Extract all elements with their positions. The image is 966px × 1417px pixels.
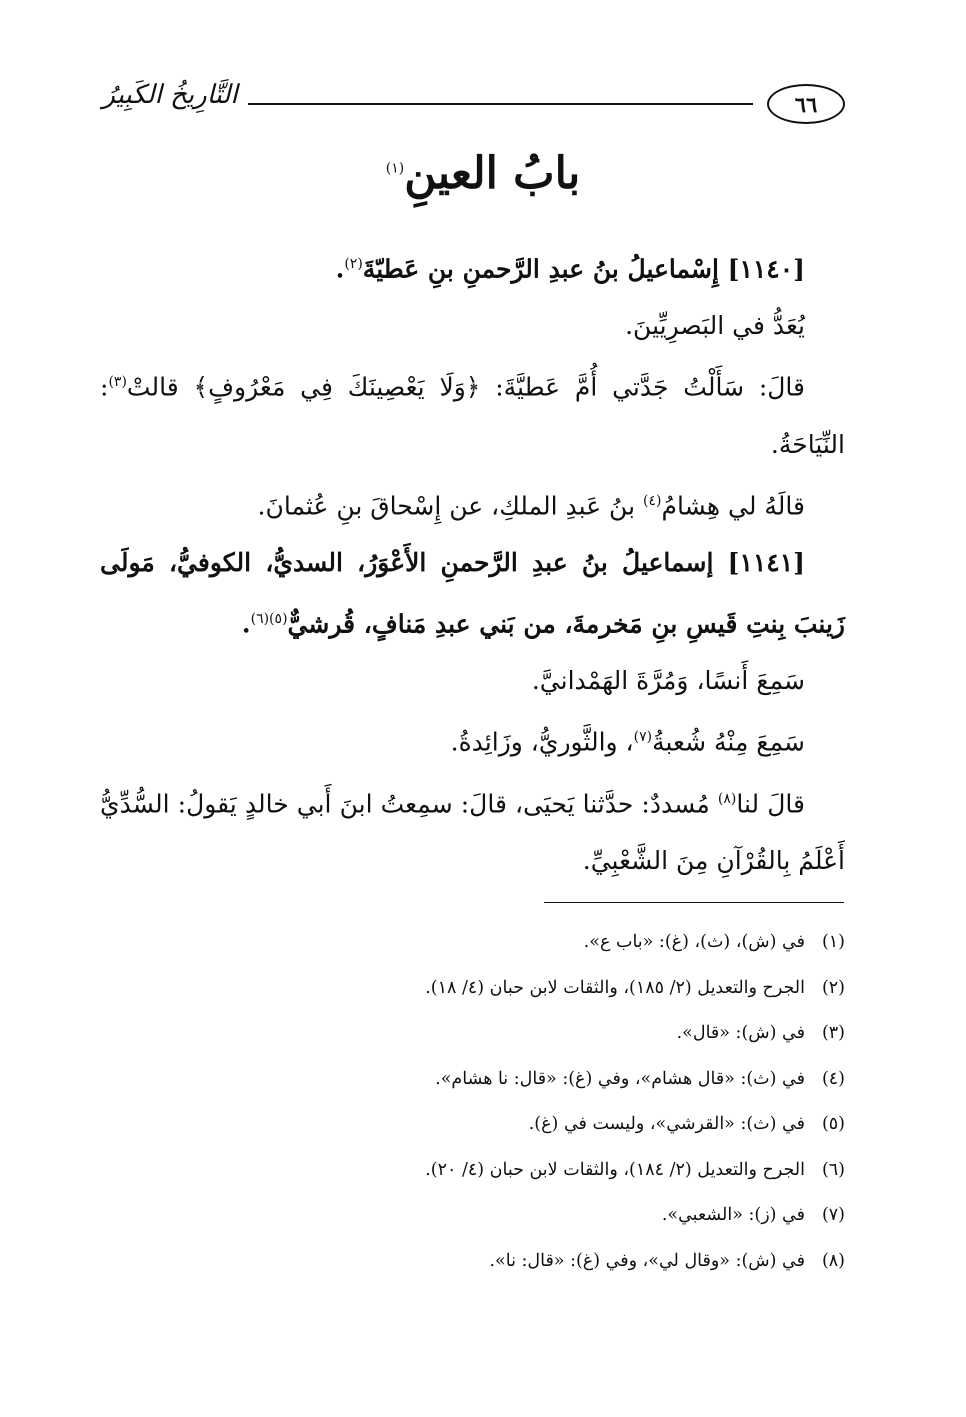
footnote [100, 1057, 845, 1103]
header-rule [248, 103, 753, 105]
page-number: ٦٦ [767, 84, 845, 124]
footnote [100, 1148, 845, 1194]
footnote [100, 920, 845, 966]
entry-heading-text: [١١٤٠] إِسْماعيلُ بنُ عبدِ الرَّحمنِ بنِ عَطيّةَ [362, 254, 805, 284]
footnote-ref: (١) [385, 160, 405, 177]
footnote-text: في (ث): «قال هشام»، وفي (غ): «قال: نا هشام». [435, 1068, 805, 1089]
entry-line [100, 354, 845, 472]
footnote-text: في (ث): «القرشي»، وليست في (غ). [528, 1114, 805, 1134]
entry-heading [100, 236, 845, 297]
entry-heading-text: [١١٤١] إسماعيلُ بنُ عبدِ الرَّحمنِ الأَعْوَرُ، السديُّ، الكوفيُّ، مَولَى زَينبَ بِنتِ قَيسِ بنِ مَخرمةَ، من بَني عبدِ مَنافٍ، قُرشيٌّ [100, 547, 845, 639]
footnote-number: (٢) [821, 977, 845, 998]
footnote-ref: (٥)(٦) [250, 610, 288, 627]
entry-line [100, 771, 845, 889]
footnote-number: (١) [821, 932, 845, 952]
entry-line [100, 473, 845, 534]
footnote-ref: (٢) [344, 256, 363, 272]
footnote-text: في (ش): «وقال لي»، وفي (غ): «قال: نا». [489, 1250, 805, 1271]
footnote-number: (٥) [821, 1114, 845, 1134]
entry-line-text: قالَ لنا [736, 788, 805, 818]
footnote-number: (٧) [821, 1205, 845, 1225]
chapter-title-text: بابُ العينِ [404, 148, 581, 199]
footnote-text: في (ش): «قال». [676, 1023, 805, 1043]
footnote [100, 1102, 845, 1148]
entry-line-text: سَمِعَ مِنْهُ شُعبةُ [652, 727, 805, 757]
entry-line-text: قالَهُ لي هِشامُ [661, 490, 805, 520]
entry-line-tail: : النِّيَاحَةُ. [100, 372, 845, 459]
entry-heading-end: . [335, 254, 345, 284]
entry-line-text: يُعَدُّ في البَصرِيِّينَ. [625, 311, 805, 341]
entry-line [100, 297, 845, 354]
footnote-number: (٦) [821, 1159, 845, 1180]
footnote-text: في (ش)، (ث)، (غ): «باب ع». [583, 932, 805, 952]
footnote-text: الجرح والتعديل (٢/ ١٨٤)، والثقات لابن حبان (٤/ ٢٠). [425, 1159, 805, 1180]
entry-heading [100, 534, 845, 652]
entry-line [100, 652, 845, 709]
entry-line [100, 709, 845, 770]
footnote [100, 966, 845, 1012]
footnote-ref: (٤) [643, 492, 662, 509]
footnote-text: في (ز): «الشعبي». [661, 1205, 805, 1225]
entry-line-tail: ، والثَّوريُّ، وزَائِدةُ. [450, 727, 634, 757]
footnote [100, 1239, 845, 1285]
footnote-ref: (٣) [108, 374, 127, 391]
footnote-number: (٣) [821, 1023, 845, 1043]
entry-line-tail: بنُ عَبدِ الملكِ، عن إِسْحاقَ بنِ عُثمانَ. [257, 490, 643, 520]
footnote-text: الجرح والتعديل (٢/ ١٨٥)، والثقات لابن حبان (٤/ ١٨). [425, 977, 805, 998]
footnote-divider [544, 902, 844, 903]
entry-line-tail: مُسددٌ: حدَّثنا يَحيَى، قالَ: سمِعتُ ابنَ أَبي خالدٍ يَقولُ: السُّدِّيُّ أَعْلَمُ بِالقُرْآنِ مِنَ الشَّعْبِيِّ. [100, 788, 845, 875]
entry-line-text: سَمِعَ أَنسًا، وَمُرَّةَ الهَمْدانيَّ. [531, 666, 805, 696]
entry-line-text: قالَ: سَأَلْتُ جَدَّتي أُمَّ عَطيَّةَ: ﴿وَلَا يَعْصِينَكَ فِي مَعْرُوفٍ﴾ قالتْ [126, 372, 805, 402]
footnote-ref: (٧) [633, 729, 653, 746]
body-text [100, 236, 845, 889]
chapter-title [0, 148, 966, 199]
footnote-number: (٤) [821, 1068, 845, 1089]
entry-heading-end: . [241, 609, 251, 639]
footnote [100, 1011, 845, 1057]
page-header [100, 80, 845, 130]
footnote-number: (٨) [821, 1250, 845, 1271]
footnote [100, 1193, 845, 1239]
book-title: التَّارِيخُ الكَبِيرُ [102, 80, 238, 110]
footnotes [100, 920, 845, 1284]
footnote-ref: (٨) [717, 790, 737, 807]
